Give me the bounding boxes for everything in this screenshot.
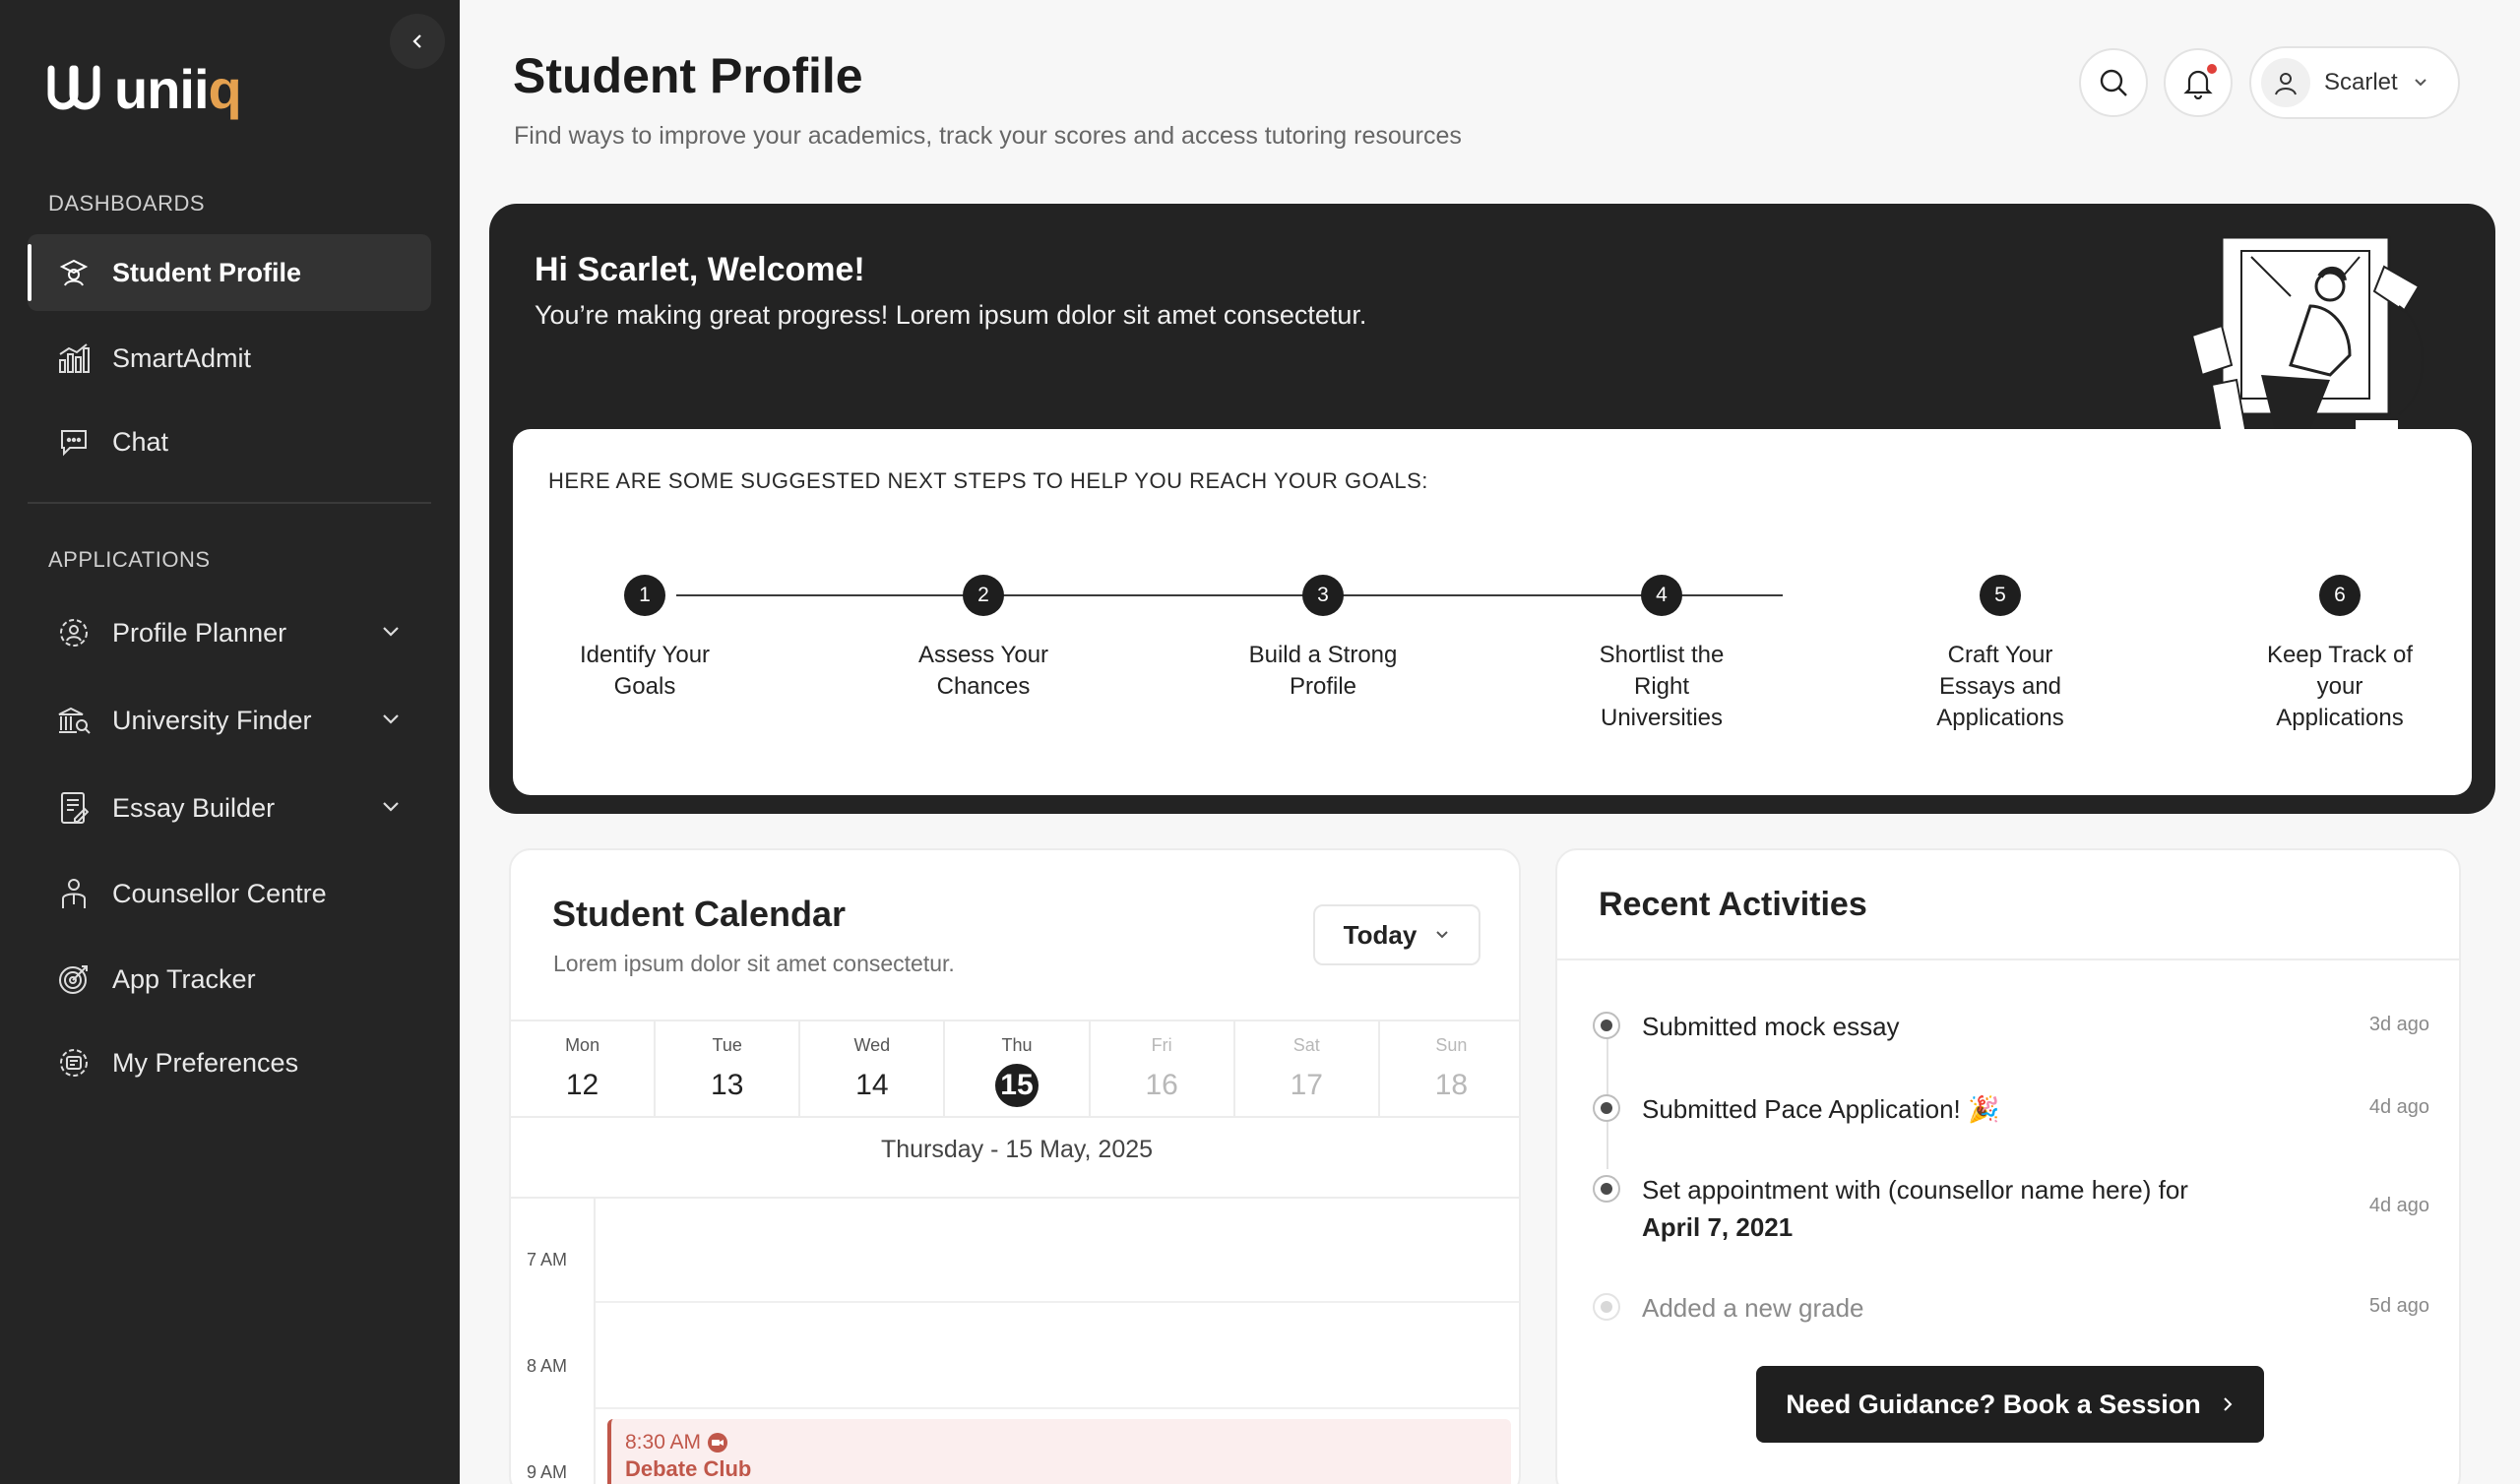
- event-name: Debate Club: [625, 1456, 752, 1481]
- day-name: Thu: [1001, 1035, 1033, 1055]
- sidebar-item-label: Student Profile: [112, 257, 302, 287]
- activity-time: 4d ago: [2368, 1096, 2429, 1118]
- recent-activities-card: [1555, 848, 2461, 1484]
- next-steps-heading: HERE ARE SOME SUGGESTED NEXT STEPS TO HELP YOU REACH YOUR GOALS:: [548, 468, 1428, 493]
- next-steps-card: [513, 429, 2472, 795]
- sidebar: [0, 0, 460, 1484]
- university-search-icon: [57, 704, 91, 737]
- step-number: 2: [963, 575, 1004, 616]
- sidebar-item-smartadmit[interactable]: [28, 320, 431, 397]
- step-label: Keep Track of your Applications: [2266, 642, 2414, 731]
- sidebar-item-app-tracker[interactable]: [28, 941, 431, 1018]
- activity-time: 5d ago: [2368, 1295, 2429, 1317]
- chat-bubble-icon: [57, 425, 91, 459]
- bar-chart-icon: [57, 341, 91, 375]
- chevron-right-icon: [2221, 1396, 2235, 1412]
- timeline-dot: [1593, 1175, 1620, 1203]
- event-time-row: [625, 1431, 1497, 1454]
- day-schedule-grid: [511, 1197, 1521, 1484]
- day-name: Mon: [565, 1035, 600, 1055]
- gear-person-icon: [57, 616, 91, 649]
- page-title: Student Profile: [513, 48, 863, 103]
- hour-line: [596, 1407, 1521, 1409]
- timeline-dot: [1593, 1094, 1620, 1122]
- day-cell[interactable]: [800, 1021, 945, 1116]
- day-cell[interactable]: [511, 1021, 656, 1116]
- step-label: Assess Your Chances: [917, 642, 1049, 700]
- calendar-range-dropdown[interactable]: [1313, 904, 1480, 965]
- time-label: 8 AM: [527, 1356, 568, 1376]
- calendar-event[interactable]: [607, 1419, 1511, 1484]
- student-calendar-card: [509, 848, 1521, 1484]
- sidebar-item-university-finder[interactable]: [28, 682, 431, 759]
- step-label: Build a Strong Profile: [1248, 642, 1398, 700]
- collapse-sidebar-button[interactable]: [390, 14, 445, 69]
- day-name: Wed: [853, 1035, 891, 1055]
- welcome-card: [489, 204, 2495, 814]
- activity-text: Submitted mock essay: [1642, 1012, 1900, 1041]
- day-cell[interactable]: [1380, 1021, 1521, 1116]
- step-label: Identify Your Goals: [579, 642, 711, 700]
- time-gutter: [511, 1199, 596, 1484]
- day-cell-selected[interactable]: [945, 1021, 1090, 1116]
- user-menu-button[interactable]: [2249, 46, 2460, 119]
- user-name: Scarlet: [2324, 69, 2398, 95]
- welcome-title: Hi Scarlet, Welcome!: [535, 251, 865, 288]
- chevron-down-icon[interactable]: [380, 709, 402, 730]
- day-name: Fri: [1151, 1035, 1172, 1055]
- calendar-title: Student Calendar: [552, 894, 847, 934]
- book-session-label: Need Guidance? Book a Session: [1786, 1389, 2201, 1419]
- activities-title: Recent Activities: [1599, 886, 1867, 923]
- sidebar-item-counsellor-centre[interactable]: [28, 855, 431, 932]
- step-number: 5: [1980, 575, 2021, 616]
- sidebar-item-label: Chat: [112, 426, 169, 457]
- sidebar-item-my-preferences[interactable]: [28, 1024, 431, 1101]
- step-2[interactable]: [895, 575, 1072, 703]
- day-cell[interactable]: [656, 1021, 800, 1116]
- selected-date-label: Thursday - 15 May, 2025: [880, 1136, 1154, 1163]
- counsellor-icon: [57, 877, 91, 910]
- week-strip: [511, 1020, 1521, 1118]
- page-subtitle: Find ways to improve your academics, track your scores and access tutoring resources: [514, 122, 1462, 150]
- day-date: 18: [1434, 1069, 1469, 1101]
- sidebar-item-label: Profile Planner: [112, 617, 287, 648]
- step-number: 6: [2319, 575, 2361, 616]
- chevron-down-icon[interactable]: [380, 796, 402, 818]
- day-name: Sun: [1435, 1035, 1468, 1055]
- brand-name: uniiq: [114, 58, 241, 120]
- step-5[interactable]: [1912, 575, 2089, 734]
- notifications-button[interactable]: [2164, 48, 2233, 117]
- day-date: 17: [1290, 1069, 1323, 1101]
- sidebar-item-label: Essay Builder: [112, 792, 276, 823]
- activity-text-block: [1642, 1171, 2272, 1246]
- activity-time: 4d ago: [2368, 1195, 2429, 1216]
- notification-dot: [2207, 64, 2217, 74]
- day-date: 16: [1145, 1069, 1178, 1101]
- welcome-subtitle: You’re making great progress! Lorem ipsum dolor sit amet consectetur.: [535, 300, 1367, 330]
- timeline-dot: [1593, 1012, 1620, 1039]
- preferences-icon: [57, 1046, 91, 1080]
- sidebar-item-label: My Preferences: [112, 1047, 299, 1078]
- video-call-icon: [707, 1432, 728, 1453]
- chevron-left-icon: [409, 32, 426, 50]
- sidebar-item-label: SmartAdmit: [112, 342, 252, 373]
- sidebar-item-label: University Finder: [112, 705, 312, 735]
- day-cell[interactable]: [1091, 1021, 1235, 1116]
- sidebar-item-essay-builder[interactable]: [28, 770, 431, 846]
- sidebar-item-profile-planner[interactable]: [28, 594, 431, 671]
- step-number: 1: [624, 575, 665, 616]
- book-session-button[interactable]: [1756, 1366, 2264, 1443]
- search-icon: [2097, 66, 2130, 99]
- sidebar-item-label: App Tracker: [112, 963, 256, 994]
- day-date: 13: [711, 1069, 744, 1101]
- step-label: Shortlist the Right Universities: [1599, 642, 1725, 731]
- activity-date: April 7, 2021: [1642, 1212, 1794, 1242]
- applications-section-label: APPLICATIONS: [48, 547, 211, 572]
- day-name: Sat: [1292, 1035, 1320, 1055]
- dashboards-section-label: DASHBOARDS: [48, 191, 206, 216]
- chevron-down-icon: [2412, 74, 2429, 92]
- step-4[interactable]: [1573, 575, 1750, 734]
- document-edit-icon: [57, 791, 91, 825]
- step-6[interactable]: [2251, 575, 2428, 734]
- avatar: [2261, 58, 2310, 107]
- day-name: Tue: [712, 1035, 742, 1055]
- event-time: 8:30 AM: [625, 1431, 702, 1453]
- user-icon: [2272, 69, 2300, 96]
- sidebar-item-student-profile[interactable]: [28, 234, 431, 311]
- step-label: Craft Your Essays and Applications: [1936, 642, 2064, 731]
- time-label: 9 AM: [527, 1462, 568, 1482]
- chevron-down-icon: [1434, 927, 1450, 943]
- search-button[interactable]: [2079, 48, 2148, 117]
- step-number: 4: [1641, 575, 1682, 616]
- timeline-dot: [1593, 1293, 1620, 1321]
- sidebar-item-chat[interactable]: [28, 403, 431, 480]
- chevron-down-icon[interactable]: [380, 621, 402, 643]
- calendar-subtitle: Lorem ipsum dolor sit amet consectetur.: [553, 951, 955, 976]
- brand-logo[interactable]: [45, 57, 241, 121]
- day-date: 14: [855, 1069, 889, 1101]
- activity-text: Set appointment with (counsellor name here) for: [1642, 1175, 2188, 1205]
- day-date: 15: [995, 1064, 1039, 1107]
- step-3[interactable]: [1234, 575, 1412, 703]
- day-cell[interactable]: [1235, 1021, 1380, 1116]
- activity-text: Submitted Pace Application! 🎉: [1642, 1094, 2000, 1124]
- hour-line: [596, 1301, 1521, 1303]
- sidebar-item-label: Counsellor Centre: [112, 878, 327, 908]
- step-1[interactable]: [556, 575, 733, 703]
- activity-text: Added a new grade: [1642, 1293, 1864, 1323]
- day-date: 12: [565, 1069, 599, 1101]
- target-icon: [57, 962, 91, 996]
- graduate-icon: [57, 256, 91, 289]
- sidebar-divider: [28, 502, 431, 504]
- step-number: 3: [1302, 575, 1344, 616]
- calendar-range-label: Today: [1343, 919, 1418, 950]
- time-label: 7 AM: [527, 1250, 568, 1269]
- activities-divider: [1557, 958, 2461, 960]
- activity-time: 3d ago: [2368, 1014, 2429, 1035]
- logo-mark-icon: [45, 61, 102, 118]
